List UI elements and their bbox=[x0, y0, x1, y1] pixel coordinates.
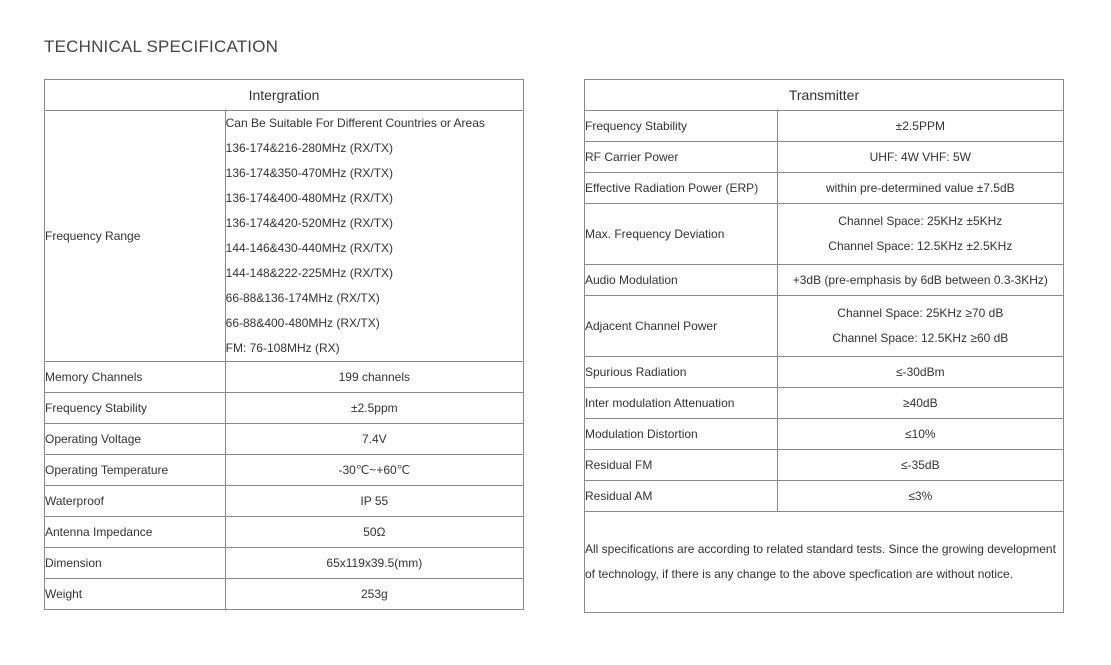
spec-label: Residual AM bbox=[585, 481, 778, 512]
spec-value bbox=[777, 142, 1063, 173]
table-row bbox=[45, 548, 524, 579]
table-row bbox=[45, 362, 524, 393]
frequency-range-value: Can Be Suitable For Different Countries or Areas bbox=[225, 116, 485, 130]
table-row bbox=[585, 450, 1064, 481]
frequency-range-value: 136-174&350-470MHz (RX/TX) bbox=[225, 166, 394, 180]
spec-value: -30℃~+60℃ bbox=[225, 455, 523, 486]
frequency-range-value: 136-174&216-280MHz (RX/TX) bbox=[225, 141, 394, 155]
spec-value-line: ≤3% bbox=[908, 488, 933, 503]
spec-value bbox=[777, 450, 1063, 481]
spec-label: Adjacent Channel Power bbox=[585, 296, 778, 357]
frequency-range-label: Frequency Range bbox=[45, 111, 226, 362]
spec-label: Memory Channels bbox=[45, 362, 226, 393]
spec-value-line: ≤-30dBm bbox=[896, 364, 945, 379]
transmitter-spec-table bbox=[584, 79, 1064, 613]
spec-value bbox=[777, 265, 1063, 296]
frequency-range-value: 66-88&136-174MHz (RX/TX) bbox=[225, 291, 380, 305]
spec-value-line: Channel Space: 12.5KHz ≥60 dB bbox=[832, 331, 1009, 345]
spec-value-line: Channel Space: 25KHz ±5KHz bbox=[838, 214, 1003, 228]
spec-label: Modulation Distortion bbox=[585, 419, 778, 450]
spec-value-line: ≤10% bbox=[905, 426, 936, 441]
spec-label: Frequency Stability bbox=[585, 111, 778, 142]
integration-table-header: Intergration bbox=[45, 80, 524, 111]
page-title: TECHNICAL SPECIFICATION bbox=[44, 37, 279, 56]
spec-label: Spurious Radiation bbox=[585, 357, 778, 388]
table-row bbox=[585, 204, 1064, 265]
spec-label: Inter modulation Attenuation bbox=[585, 388, 778, 419]
table-row bbox=[45, 579, 524, 610]
integration-spec-table bbox=[44, 79, 524, 610]
table-row bbox=[45, 393, 524, 424]
spec-label: Max. Frequency Deviation bbox=[585, 204, 778, 265]
table-row bbox=[45, 111, 524, 362]
spec-value bbox=[777, 204, 1063, 265]
spec-value-line: UHF: 4W VHF: 5W bbox=[869, 149, 971, 164]
table-row bbox=[585, 173, 1064, 204]
spec-value-line: Channel Space: 12.5KHz ±2.5KHz bbox=[828, 239, 1013, 253]
table-row bbox=[585, 481, 1064, 512]
table-row bbox=[585, 388, 1064, 419]
spec-label: Frequency Stability bbox=[45, 393, 226, 424]
table-row bbox=[45, 486, 524, 517]
spec-value: 7.4V bbox=[225, 424, 523, 455]
spec-value bbox=[777, 481, 1063, 512]
table-row bbox=[585, 512, 1064, 613]
note-line: All specifications are according to related standard tests. Since the growing development bbox=[585, 542, 1056, 556]
spec-value-line: within pre-determined value ±7.5dB bbox=[825, 180, 1015, 195]
spec-label: Effective Radiation Power (ERP) bbox=[585, 173, 778, 204]
spec-value: 65x119x39.5(mm) bbox=[225, 548, 523, 579]
spec-label: Operating Voltage bbox=[45, 424, 226, 455]
table-row bbox=[585, 111, 1064, 142]
transmitter-table-header: Transmitter bbox=[585, 80, 1064, 111]
spec-value bbox=[777, 388, 1063, 419]
table-row bbox=[45, 455, 524, 486]
specification-note bbox=[585, 512, 1064, 613]
frequency-range-value: 136-174&420-520MHz (RX/TX) bbox=[225, 216, 394, 230]
spec-label: Waterproof bbox=[45, 486, 226, 517]
frequency-range-values bbox=[225, 111, 523, 362]
spec-value bbox=[777, 357, 1063, 388]
spec-value: IP 55 bbox=[225, 486, 523, 517]
table-row bbox=[585, 265, 1064, 296]
spec-value bbox=[777, 111, 1063, 142]
spec-value-line: ±2.5PPM bbox=[895, 118, 945, 133]
spec-value bbox=[777, 419, 1063, 450]
frequency-range-value: 144-146&430-440MHz (RX/TX) bbox=[225, 241, 394, 255]
spec-value-line: +3dB (pre-emphasis by 6dB between 0.3-3KHz) bbox=[792, 272, 1048, 287]
spec-value bbox=[777, 173, 1063, 204]
note-line: of technology, if there is any change to the above specfication are without notice. bbox=[585, 567, 1014, 581]
spec-label: Weight bbox=[45, 579, 226, 610]
spec-label: Audio Modulation bbox=[585, 265, 778, 296]
table-row bbox=[45, 517, 524, 548]
spec-value-line: Channel Space: 25KHz ≥70 dB bbox=[837, 306, 1004, 320]
spec-value bbox=[777, 296, 1063, 357]
spec-value-line: ≤-35dB bbox=[901, 457, 940, 472]
spec-value: 50Ω bbox=[225, 517, 523, 548]
spec-value: 199 channels bbox=[225, 362, 523, 393]
spec-label: Operating Temperature bbox=[45, 455, 226, 486]
spec-label: Antenna Impedance bbox=[45, 517, 226, 548]
spec-value: ±2.5ppm bbox=[225, 393, 523, 424]
spec-value-line: ≥40dB bbox=[903, 395, 938, 410]
table-row bbox=[585, 419, 1064, 450]
frequency-range-value: FM: 76-108MHz (RX) bbox=[225, 341, 340, 355]
spec-label: Residual FM bbox=[585, 450, 778, 481]
spec-label: Dimension bbox=[45, 548, 226, 579]
spec-value: 253g bbox=[225, 579, 523, 610]
table-row bbox=[585, 142, 1064, 173]
frequency-range-value: 136-174&400-480MHz (RX/TX) bbox=[225, 191, 394, 205]
table-row bbox=[45, 424, 524, 455]
table-row bbox=[585, 357, 1064, 388]
frequency-range-value: 66-88&400-480MHz (RX/TX) bbox=[225, 316, 380, 330]
table-row bbox=[585, 296, 1064, 357]
spec-label: RF Carrier Power bbox=[585, 142, 778, 173]
frequency-range-value: 144-148&222-225MHz (RX/TX) bbox=[225, 266, 394, 280]
